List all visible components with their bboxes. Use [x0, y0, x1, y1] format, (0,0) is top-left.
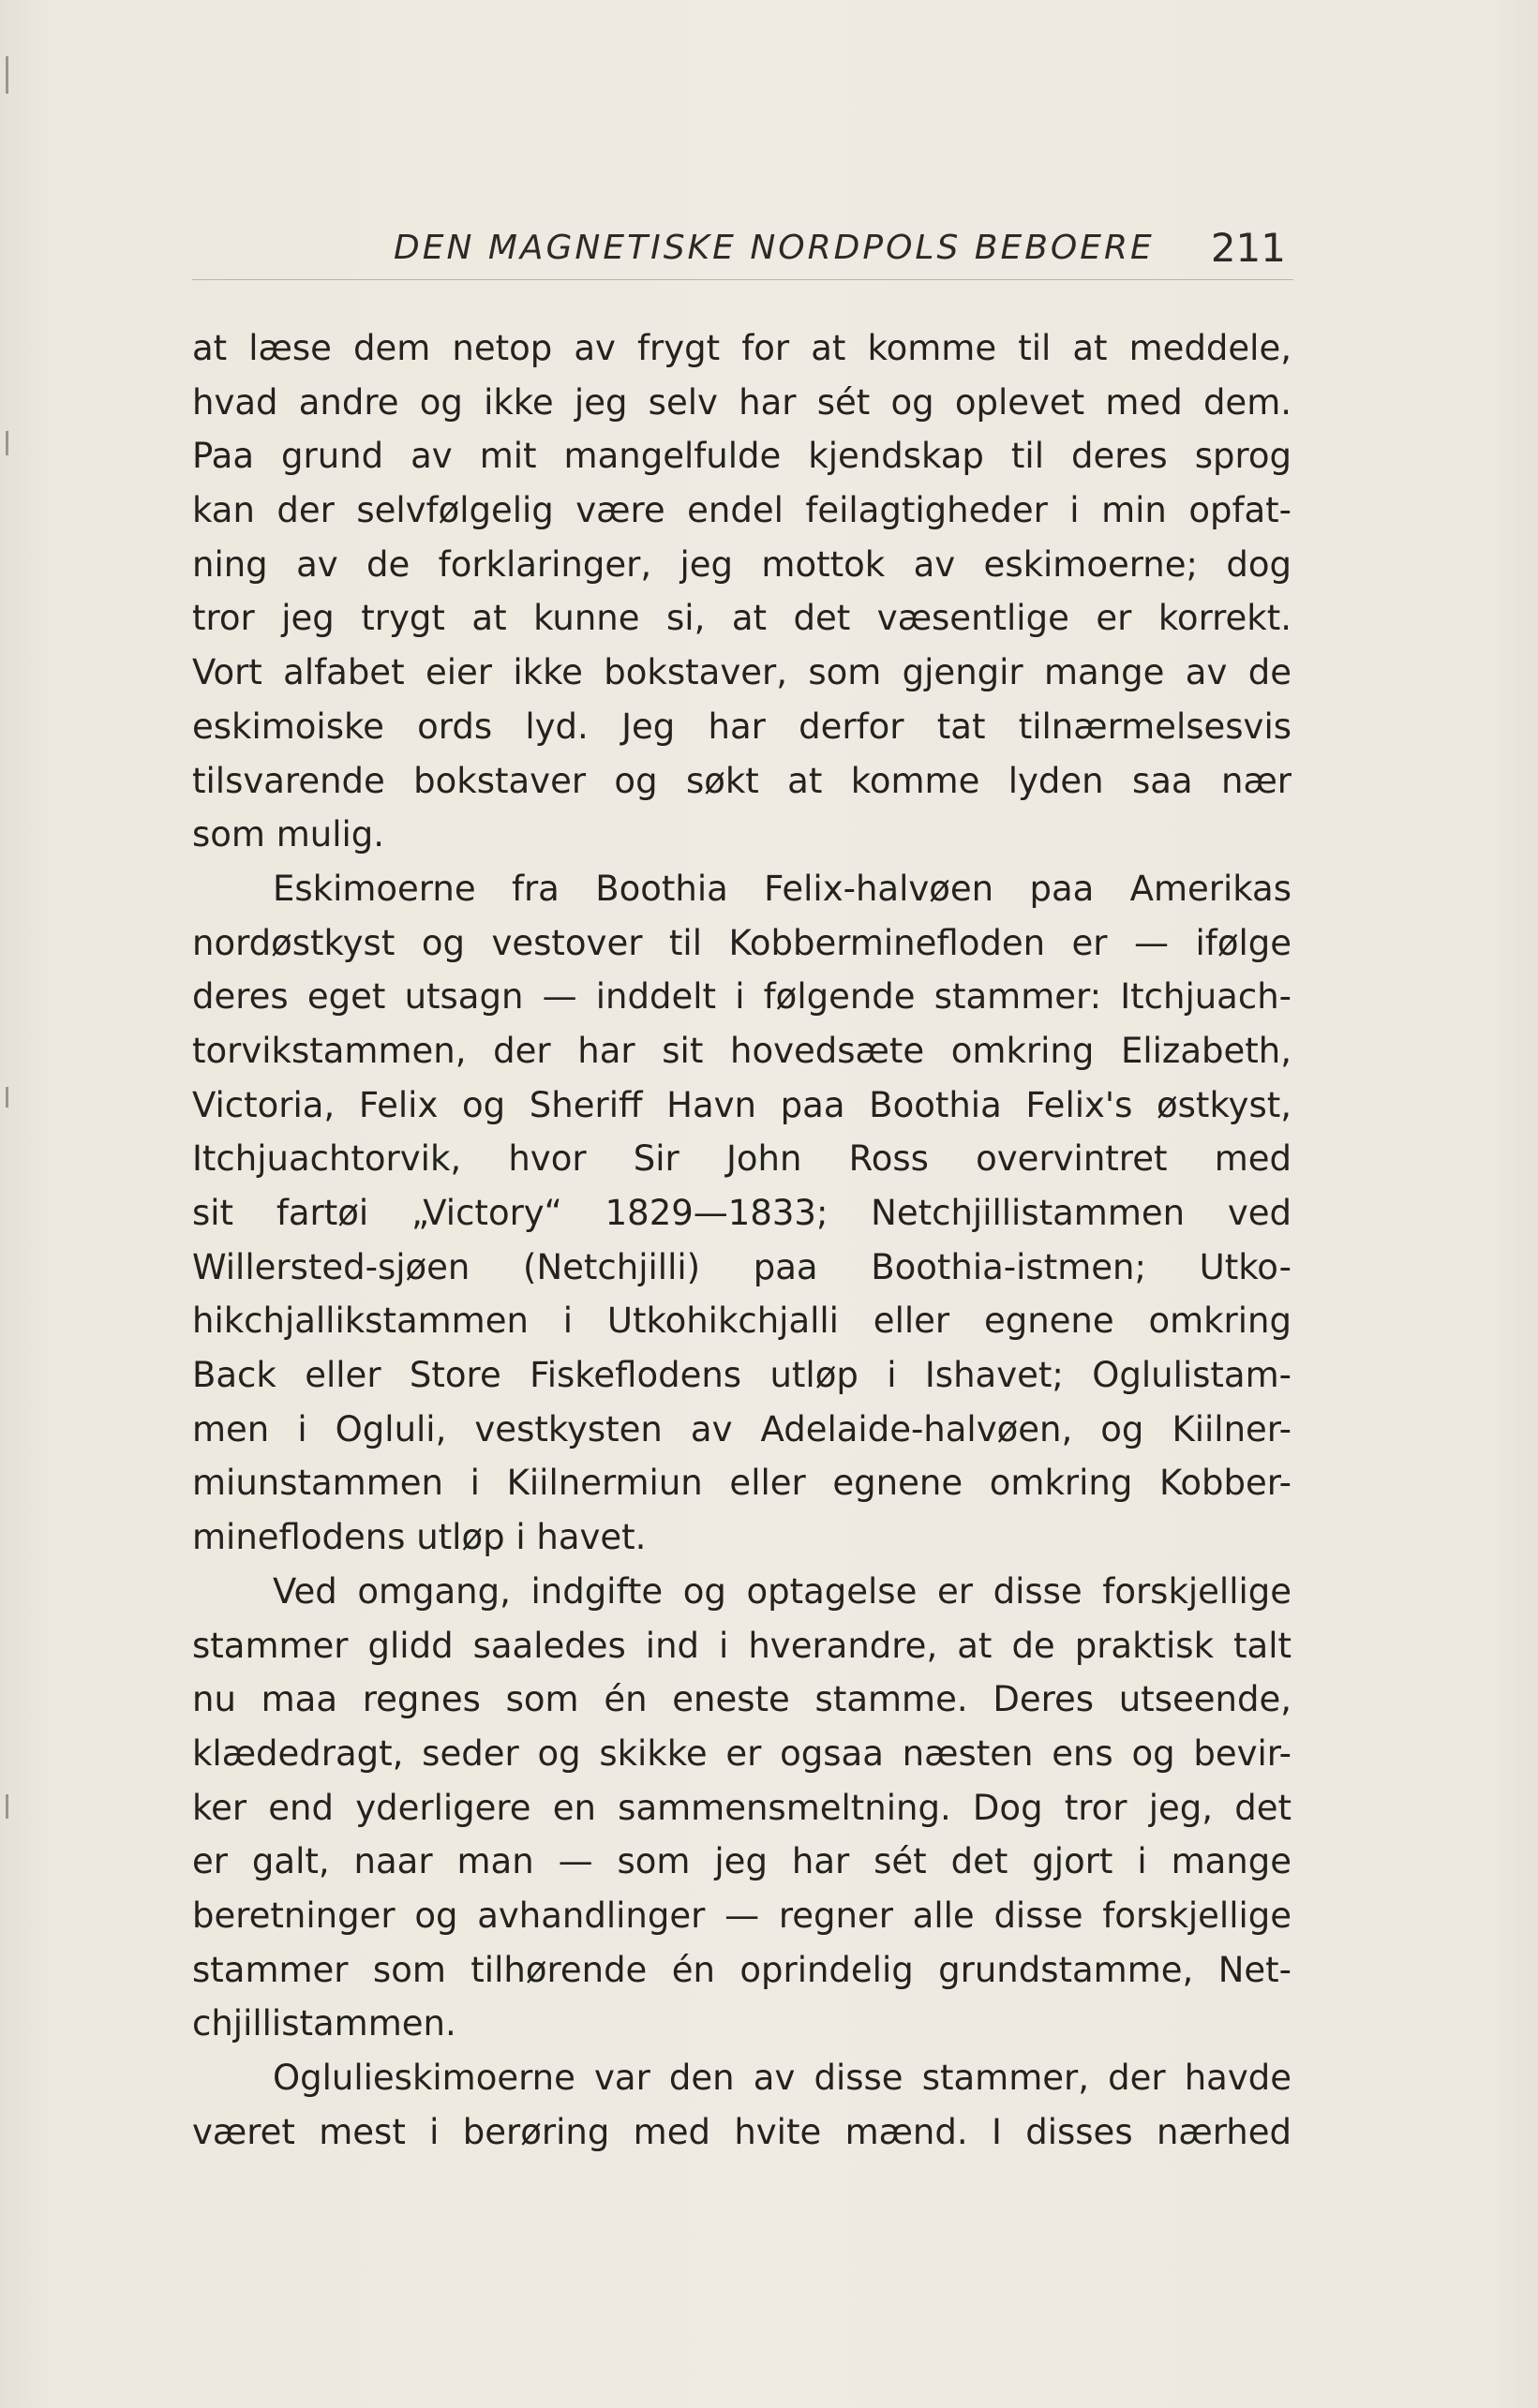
text-line: er galt, naar man — som jeg har sét det gjort i mange [192, 1841, 1292, 1882]
text-line: ker end yderligere en sammensmeltning. Dog tror jeg, det [192, 1787, 1292, 1828]
page-number: 211 [1210, 225, 1286, 271]
text-line: torvikstammen, der har sit hovedsæte omkring Elizabeth, [192, 1030, 1292, 1071]
text-line: kan der selvfølgelig være endel feilagtigheder i min opfat- [192, 490, 1292, 531]
text-line: klædedragt, seder og skikke er ogsaa næsten ens og bevir- [192, 1732, 1292, 1774]
page-edge-mark [6, 56, 8, 94]
text-line: Eskimoerne fra Boothia Felix-halvøen paa Amerikas [273, 868, 1292, 909]
text-line: mineflodens utløp i havet. [192, 1517, 647, 1558]
text-line: ning av de forklaringer, jeg mottok av eskimoerne; dog [192, 543, 1292, 585]
text-line: at læse dem netop av frygt for at komme til at meddele, [192, 328, 1292, 368]
page-edge-mark [6, 1087, 8, 1107]
text-line: Willersted-sjøen (Netchjilli) paa Boothia-istmen; Utko- [192, 1246, 1292, 1287]
page-edge-mark [6, 431, 8, 455]
text-line: men i Ogluli, vestkysten av Adelaide-halvøen, og Kiilner- [192, 1408, 1292, 1449]
text-line: Itchjuachtorvik, hvor Sir John Ross overvintret med [192, 1138, 1292, 1180]
text-line: eskimoiske ords lyd. Jeg har derfor tat tilnærmelsesvis [192, 706, 1292, 747]
text-line: som mulig. [192, 814, 385, 855]
text-line: deres eget utsagn — inddelt i følgende stammer: Itchjuach- [192, 976, 1292, 1018]
text-line: tilsvarende bokstaver og søkt at komme lyden saa nær [192, 760, 1292, 801]
text-line: Oglulieskimoerne var den av disse stammer, der havde [273, 2058, 1292, 2098]
text-line: Vort alfabet eier ikke bokstaver, som gjengir mange av de [192, 652, 1292, 693]
text-line: nordøstkyst og vestover til Kobberminefloden er — ifølge [192, 922, 1292, 963]
text-line: sit fartøi „Victory“ 1829—1833; Netchjillistammen ved [192, 1193, 1292, 1233]
page-edge-mark [6, 1794, 8, 1819]
body-text [192, 321, 1292, 2159]
text-line: stammer som tilhørende én oprindelig grundstamme, Net- [192, 1949, 1292, 1990]
page-header [192, 223, 1293, 280]
text-line: tror jeg trygt at kunne si, at det væsentlige er korrekt. [192, 598, 1292, 639]
text-line: Ved omgang, indgifte og optagelse er disse forskjellige [273, 1570, 1292, 1612]
text-line: Back eller Store Fiskeflodens utløp i Ishavet; Oglulistam- [192, 1355, 1292, 1396]
text-line: stammer glidd saaledes ind i hverandre, at de praktisk talt [192, 1625, 1292, 1666]
text-line: miunstammen i Kiilnermiun eller egnene omkring Kobber- [192, 1463, 1292, 1504]
text-line: beretninger og avhandlinger — regner alle disse forskjellige [192, 1895, 1292, 1936]
text-line: chjillistammen. [192, 2003, 456, 2044]
text-line: Paa grund av mit mangelfulde kjendskap til deres sprog [192, 436, 1292, 477]
text-line: hikchjallikstammen i Utkohikchjalli eller egnene omkring [192, 1301, 1292, 1342]
running-title: DEN MAGNETISKE NORDPOLS BEBOERE [394, 229, 1155, 267]
text-line: nu maa regnes som én eneste stamme. Deres utseende, [192, 1679, 1292, 1720]
text-line: hvad andre og ikke jeg selv har sét og oplevet med dem. [192, 381, 1292, 423]
text-line: været mest i berøring med hvite mænd. I disses nærhed [192, 2111, 1292, 2152]
text-line: Victoria, Felix og Sheriff Havn paa Boothia Felix's østkyst, [192, 1084, 1292, 1125]
